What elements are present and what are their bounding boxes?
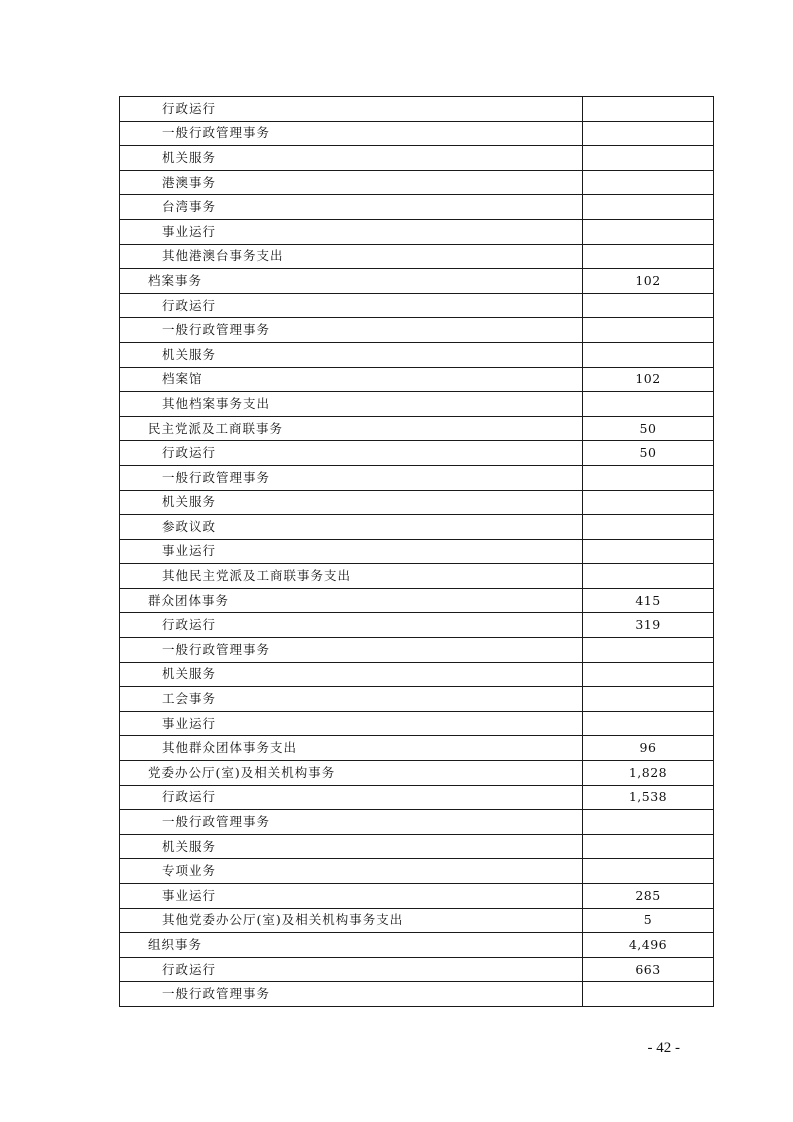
item-name-cell: 一般行政管理事务	[120, 465, 583, 490]
table-row	[120, 982, 714, 1007]
amount-cell	[583, 834, 714, 859]
item-name-cell: 机关服务	[120, 490, 583, 515]
item-name-cell: 机关服务	[120, 342, 583, 367]
table-row	[120, 416, 714, 441]
amount-cell	[583, 859, 714, 884]
table-row	[120, 761, 714, 786]
amount-cell	[583, 97, 714, 122]
amount-cell	[583, 490, 714, 515]
amount-cell: 96	[583, 736, 714, 761]
table-row	[120, 810, 714, 835]
item-name-cell: 一般行政管理事务	[120, 121, 583, 146]
amount-cell: 1,828	[583, 761, 714, 786]
item-name-cell: 机关服务	[120, 146, 583, 171]
amount-cell: 285	[583, 884, 714, 909]
amount-cell	[583, 293, 714, 318]
amount-cell: 50	[583, 416, 714, 441]
table-row	[120, 957, 714, 982]
table-row	[120, 146, 714, 171]
amount-cell: 4,496	[583, 933, 714, 958]
table-row	[120, 859, 714, 884]
amount-cell: 663	[583, 957, 714, 982]
table-body	[120, 97, 714, 1007]
category-name-cell: 群众团体事务	[120, 588, 583, 613]
item-name-cell: 机关服务	[120, 834, 583, 859]
table-row	[120, 515, 714, 540]
table-row	[120, 613, 714, 638]
item-name-cell: 行政运行	[120, 613, 583, 638]
amount-cell: 319	[583, 613, 714, 638]
table-row	[120, 687, 714, 712]
item-name-cell: 其他港澳台事务支出	[120, 244, 583, 269]
item-name-cell: 行政运行	[120, 293, 583, 318]
item-name-cell: 工会事务	[120, 687, 583, 712]
amount-cell	[583, 810, 714, 835]
item-name-cell: 港澳事务	[120, 170, 583, 195]
budget-expenditure-table	[119, 96, 714, 1007]
table-row	[120, 269, 714, 294]
amount-cell	[583, 146, 714, 171]
amount-cell	[583, 564, 714, 589]
table-row	[120, 195, 714, 220]
item-name-cell: 一般行政管理事务	[120, 810, 583, 835]
amount-cell	[583, 687, 714, 712]
item-name-cell: 档案馆	[120, 367, 583, 392]
table-row	[120, 121, 714, 146]
item-name-cell: 其他民主党派及工商联事务支出	[120, 564, 583, 589]
item-name-cell: 一般行政管理事务	[120, 638, 583, 663]
item-name-cell: 行政运行	[120, 957, 583, 982]
amount-cell: 1,538	[583, 785, 714, 810]
item-name-cell: 其他群众团体事务支出	[120, 736, 583, 761]
table-row	[120, 465, 714, 490]
item-name-cell: 行政运行	[120, 97, 583, 122]
table-row	[120, 318, 714, 343]
table-row	[120, 97, 714, 122]
item-name-cell: 一般行政管理事务	[120, 318, 583, 343]
table-row	[120, 244, 714, 269]
amount-cell	[583, 465, 714, 490]
table-row	[120, 490, 714, 515]
amount-cell: 415	[583, 588, 714, 613]
amount-cell: 5	[583, 908, 714, 933]
item-name-cell: 参政议政	[120, 515, 583, 540]
item-name-cell: 事业运行	[120, 219, 583, 244]
table-row	[120, 908, 714, 933]
table-row	[120, 367, 714, 392]
table-row	[120, 834, 714, 859]
amount-cell	[583, 392, 714, 417]
amount-cell: 50	[583, 441, 714, 466]
category-name-cell: 组织事务	[120, 933, 583, 958]
table-row	[120, 219, 714, 244]
table-row	[120, 638, 714, 663]
table-row	[120, 170, 714, 195]
item-name-cell: 其他党委办公厅(室)及相关机构事务支出	[120, 908, 583, 933]
amount-cell	[583, 121, 714, 146]
amount-cell	[583, 982, 714, 1007]
category-name-cell: 民主党派及工商联事务	[120, 416, 583, 441]
amount-cell	[583, 515, 714, 540]
table-row	[120, 662, 714, 687]
table-row	[120, 711, 714, 736]
table-row	[120, 539, 714, 564]
amount-cell	[583, 195, 714, 220]
item-name-cell: 一般行政管理事务	[120, 982, 583, 1007]
amount-cell: 102	[583, 367, 714, 392]
amount-cell	[583, 219, 714, 244]
amount-cell: 102	[583, 269, 714, 294]
table-row	[120, 933, 714, 958]
item-name-cell: 其他档案事务支出	[120, 392, 583, 417]
table-row	[120, 392, 714, 417]
table-row	[120, 884, 714, 909]
category-name-cell: 党委办公厅(室)及相关机构事务	[120, 761, 583, 786]
item-name-cell: 台湾事务	[120, 195, 583, 220]
amount-cell	[583, 170, 714, 195]
table-row	[120, 293, 714, 318]
table-row	[120, 785, 714, 810]
table-row	[120, 588, 714, 613]
item-name-cell: 事业运行	[120, 711, 583, 736]
page-number: - 42 -	[647, 1040, 680, 1056]
category-name-cell: 档案事务	[120, 269, 583, 294]
amount-cell	[583, 342, 714, 367]
item-name-cell: 行政运行	[120, 441, 583, 466]
amount-cell	[583, 662, 714, 687]
item-name-cell: 事业运行	[120, 884, 583, 909]
item-name-cell: 专项业务	[120, 859, 583, 884]
table-row	[120, 564, 714, 589]
amount-cell	[583, 318, 714, 343]
item-name-cell: 行政运行	[120, 785, 583, 810]
table-row	[120, 736, 714, 761]
table-row	[120, 342, 714, 367]
amount-cell	[583, 711, 714, 736]
amount-cell	[583, 638, 714, 663]
table-row	[120, 441, 714, 466]
amount-cell	[583, 539, 714, 564]
item-name-cell: 机关服务	[120, 662, 583, 687]
amount-cell	[583, 244, 714, 269]
item-name-cell: 事业运行	[120, 539, 583, 564]
